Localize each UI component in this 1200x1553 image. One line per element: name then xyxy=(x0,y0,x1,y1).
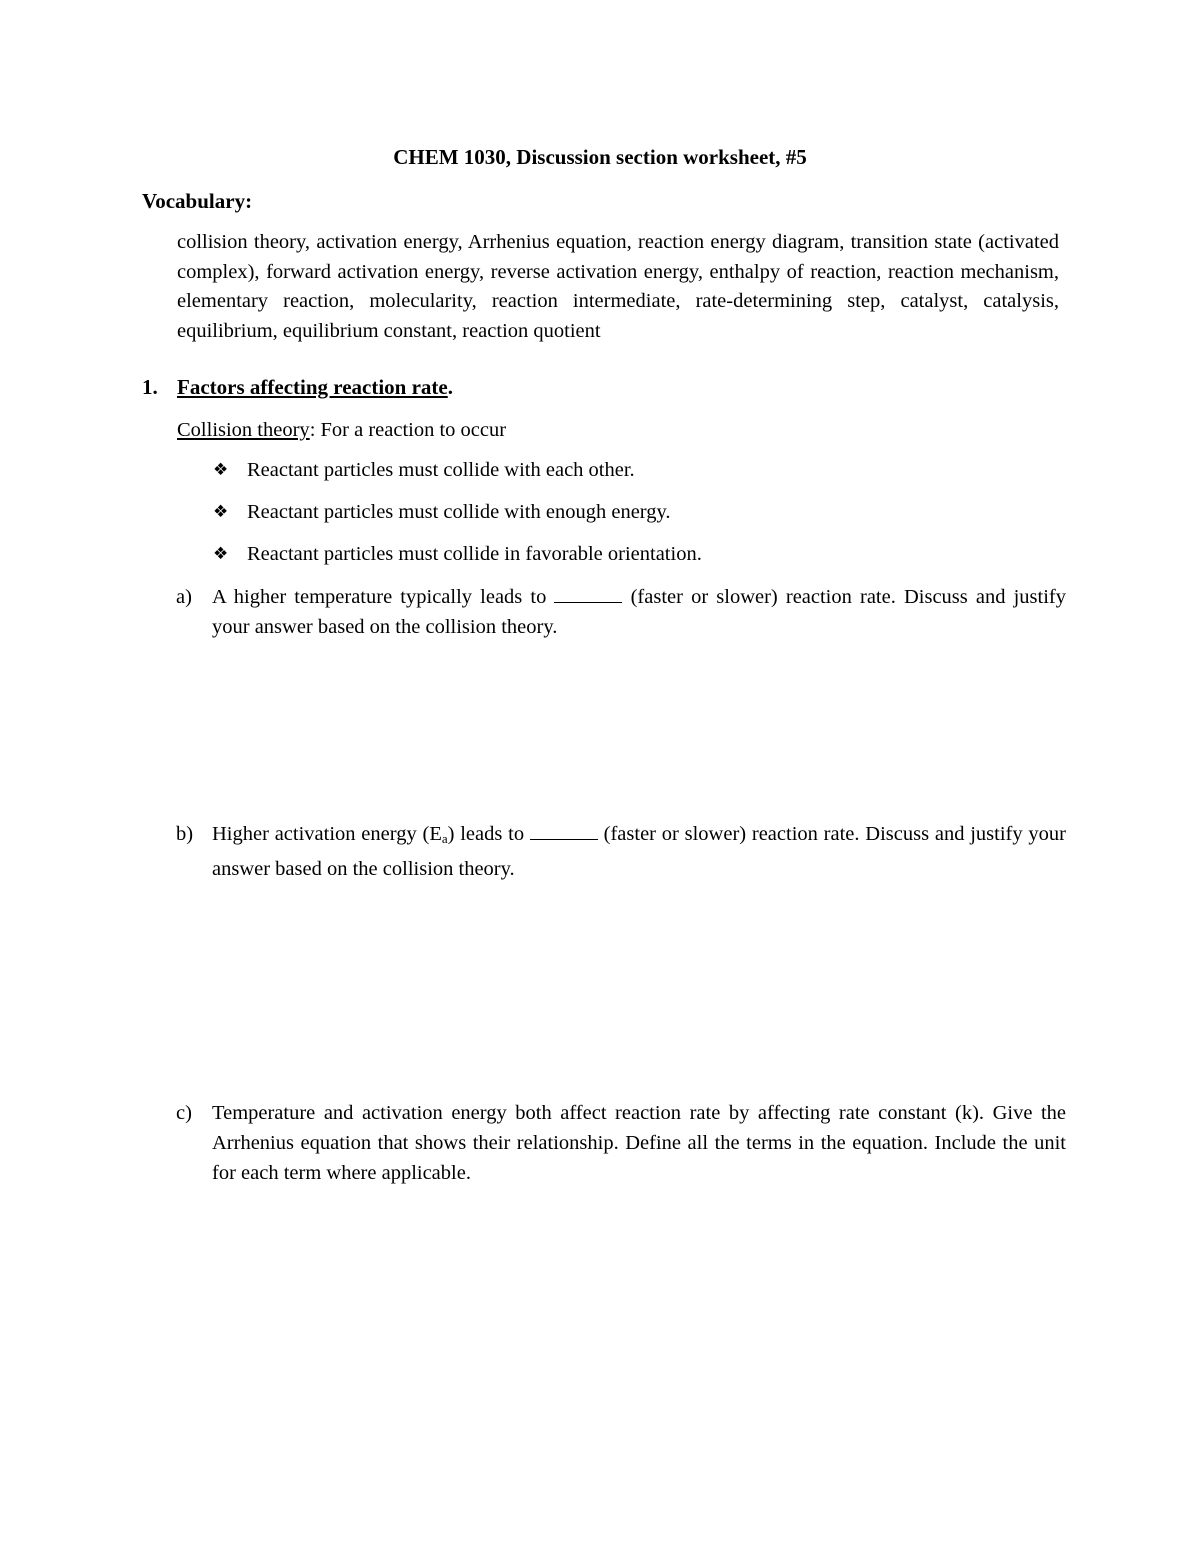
collision-requirements-list xyxy=(213,457,702,583)
question-a xyxy=(176,582,1066,642)
section-number: 1. xyxy=(142,375,158,399)
collision-theory-label: Collision theory xyxy=(177,419,310,441)
diamond-bullet-icon: ❖ xyxy=(213,460,229,480)
question-letter: a) xyxy=(176,586,192,608)
section-1-heading xyxy=(142,374,453,400)
section-title: Factors affecting reaction rate xyxy=(177,375,448,399)
question-text xyxy=(212,582,1066,642)
question-text-part: (faster or slower) reaction rate. Discuss and justify your answer based on the collision theory. xyxy=(212,823,1066,880)
page-title: CHEM 1030, Discussion section worksheet, #5 xyxy=(393,145,807,169)
list-item xyxy=(213,457,702,499)
question-c xyxy=(176,1098,1066,1188)
answer-blank[interactable] xyxy=(530,821,598,840)
question-text-part: ) leads to xyxy=(447,823,530,845)
question-text-part: (faster or slower) reaction rate. Discuss and justify your answer based on the collision theory. xyxy=(212,586,1066,638)
collision-theory-intro xyxy=(177,417,506,443)
question-b xyxy=(176,819,1066,884)
diamond-bullet-icon: ❖ xyxy=(213,544,229,564)
question-text-part: A higher temperature typically leads to xyxy=(212,586,555,608)
list-item-text: Reactant particles must collide in favorable orientation. xyxy=(247,543,702,565)
diamond-bullet-icon: ❖ xyxy=(213,502,229,522)
question-text xyxy=(212,819,1066,884)
vocabulary-terms: collision theory, activation energy, Arrhenius equation, reaction energy diagram, transition state (activated complex), forward activation energy, reverse activation energy, enthalpy of reaction, reaction mechanism, elementary reaction, molecularity, reaction intermediate, rate-determining step, catalyst, catalysis, equilibrium, equilibrium constant, reaction quotient xyxy=(177,231,1059,342)
list-item-text: Reactant particles must collide with enough energy. xyxy=(247,501,671,523)
list-item xyxy=(213,499,702,541)
question-text: Temperature and activation energy both affect reaction rate by affecting rate constant (k). Give the Arrhenius equation that shows their relationship. Define all the terms in the equation. Include the unit for each term where applicable. xyxy=(212,1102,1066,1184)
question-letter: c) xyxy=(176,1102,192,1124)
question-letter: b) xyxy=(176,823,194,845)
list-item-text: Reactant particles must collide with each other. xyxy=(247,459,635,481)
list-item xyxy=(213,541,702,583)
section-title-punct: . xyxy=(447,375,453,399)
vocabulary-heading: Vocabulary: xyxy=(142,189,253,213)
question-text-part: Higher activation energy (E xyxy=(212,823,442,845)
collision-theory-text: : For a reaction to occur xyxy=(309,419,507,441)
answer-blank[interactable] xyxy=(554,584,622,603)
subscript: a xyxy=(441,831,448,846)
